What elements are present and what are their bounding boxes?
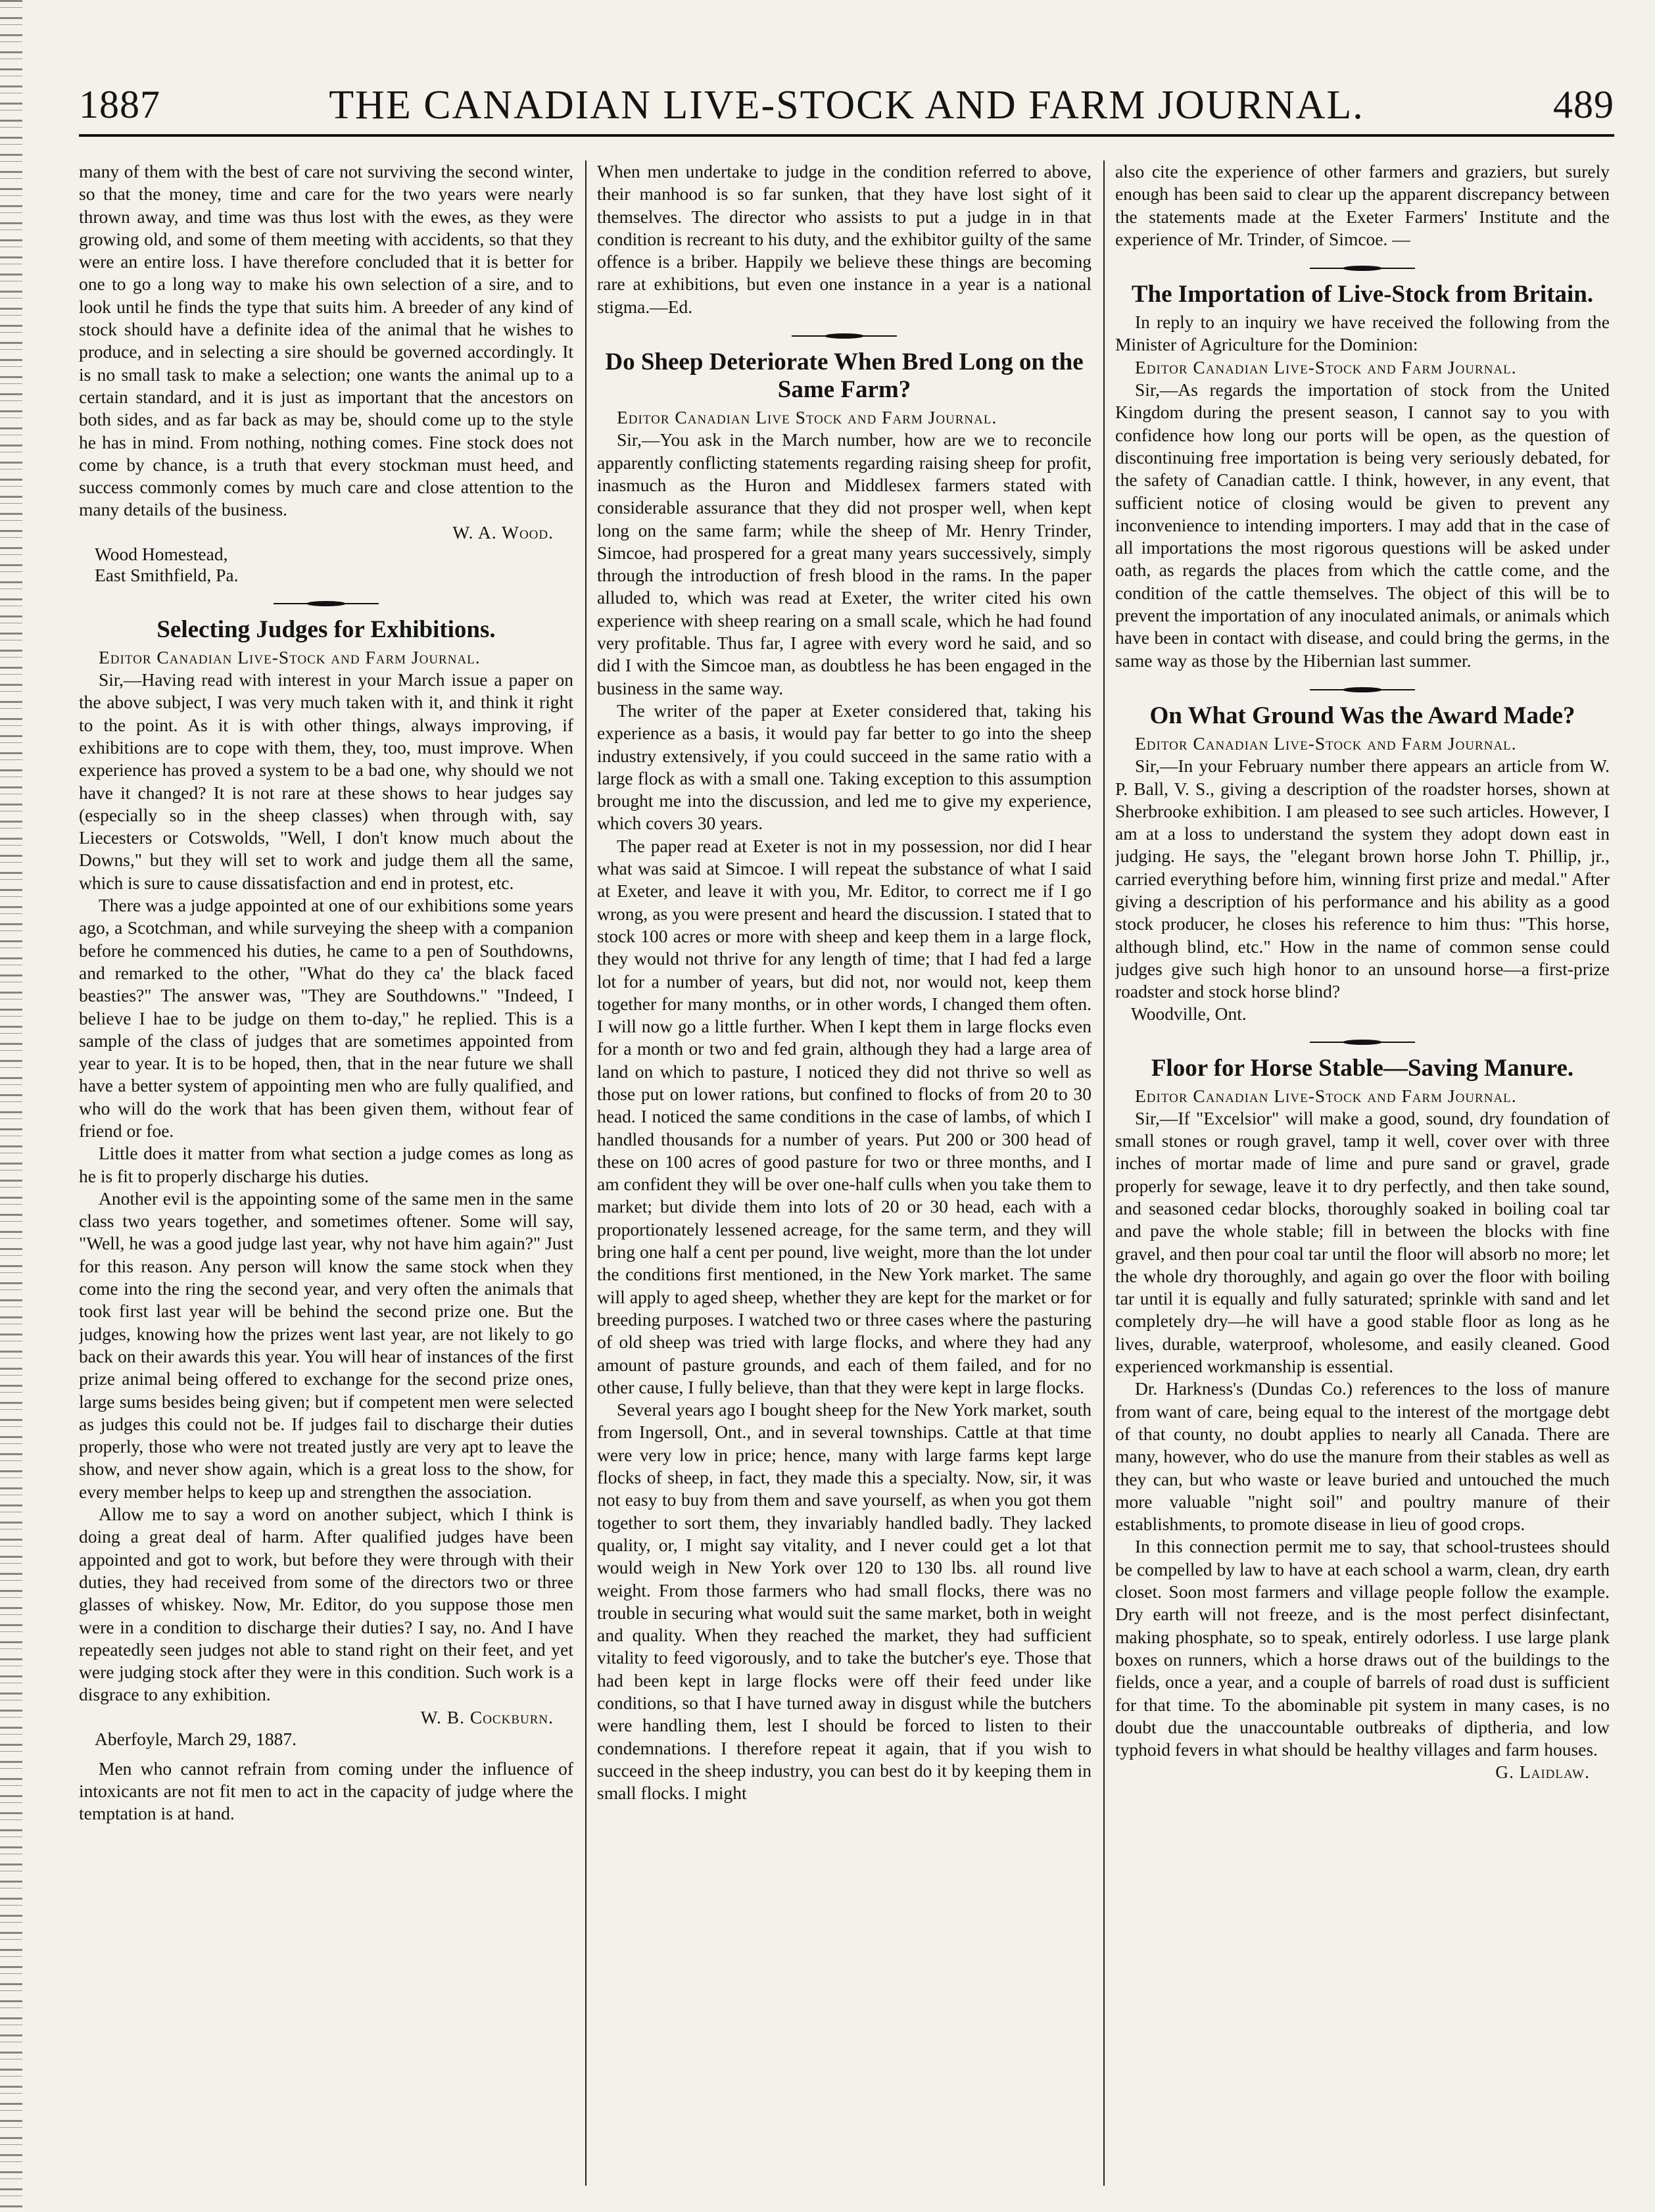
paragraph: also cite the experience of other farmers and graziers, but surely enough has been said to clear up the apparent discrepancy between the statements made at the Exeter Farmers' Institute and the experience of Mr. Trinder, of Simcoe. — <box>1115 161 1610 249</box>
paragraph: Sir,—If "Excelsior" will make a good, sound, dry foundation of small stones or rough gravel, tamp it well, cover over with three inches of mortar made of lime and pure sand or gravel, grade properly for sewage, leave it to dry perfectly, and then take sound, and seasoned cedar blocks, thoroughly soaked in boiling coal tar and pave the whole stable; fill in between the blocks with fine gravel, and then pour coal tar until the floor will absorb no more; let the whole dry thoroughly, and again go over the floor with boiling tar until it is equally and fully saturated; sprinkle with sand and let completely dry—he will have a good stable floor as long as he lives, durable, waterproof, wholesome, and easily cleaned. Good experienced workmanship is essential. <box>1115 1107 1610 1377</box>
paragraph: Sir,—As regards the importation of stock from the United Kingdom during the present season, I cannot say to you with confidence how long our ports will be open, as the question of discontinuing free importation is being very seriously debated, for the safety of Canadian cattle. I think, however, in any event, that sufficient notice of closing would be given to prevent any inconvenience to intending importers. I may add that in the case of all importations the most rigorous questions will be asked under oath, as regards the places from which the cattle come, and the condition of the cattle themselves. The object of this will be to prevent the importation of any inoculated animals, or animals which have been in contact with disease, and could bring the germs, in the same way as those by the Hibernian last summer. <box>1115 379 1610 671</box>
paragraph: many of them with the best of care not surviving the second winter, so that the money, time and care for the two years were nearly thrown away, and time was thus lost with the ewes, as they were growing old, and some of them meeting with accidents, so that they were an entire loss. I have therefore concluded that it is better for one to go a long way to make his own selection of a sire, and to look until he finds the type that suits him. A breeder of any kind of stock should have a definite idea of the animal that he wishes to produce, and in selecting a sire should be governed accordingly. It is no small task to make a selection; one wants the animal up to a certain standard, and it is just as important that the ancestors on both sides, and as far back as may be, should come up to the style he has in mind. From nothing, nothing comes. Fine stock does not come by chance, is a truth that every stockman must heed, and success commonly comes by much care and close attention to the many details of the business. <box>79 161 573 520</box>
paragraph: The paper read at Exeter is not in my possession, nor did I hear what was said at Simcoe. I will repeat the substance of what I said at Exeter, and leave it with you, Mr. Editor, to correct me if I go wrong, as you were present and heard the discussion. I stated that to stock 100 acres or more with sheep and keep them in a large flock, they would not thrive for any length of time; that I had fed a large lot for a number of years, but did not, nor would not, keep them together for many months, or in other words, I changed them often. I will now go a little further. When I kept them in large flocks even for a month or two and fed grain, although they had a large area of land on which to pasture, I noticed they did not thrive so well as those put on lower rations, but confined to flocks of from 20 to 30 head. I noticed the same conditions in the case of lambs, of which I handled thousands for a number of years. Put 200 or 300 head of these on 100 acres of good pasture for two or three months, and I am confident they will be over one-half culls when you take them to market; but divide them into lots of 20 or 30 head, each with a proportionately lessened acreage, for the same term, and they will bring one half a cent per pound, live weight, more than the lot under the conditions first mentioned, in the New York market. The same will apply to aged sheep, whether they are kept for the market or for breeding purposes. I watched two or three cases where the pasturing of old sheep was tried with large flocks, and where they had any amount of pasture grounds, and each of them failed, and for no other cause, I fully believe, than that they were kept in large flocks. <box>597 835 1091 1397</box>
paragraph: The writer of the paper at Exeter considered that, taking his experience as a basis, it would pay far better to go into the sheep industry extensively, if you could succeed in the same ratio with a large flock as with a small one. Taking exception to this assumption brought me into the discussion, and led me to give my experience, which covers 30 years. <box>597 700 1091 834</box>
column-3 <box>1115 160 1610 2186</box>
address-line: East Smithfield, Pa. <box>95 564 239 585</box>
headline-floor: Floor for Horse Stable—Saving Manure. <box>1151 1054 1574 1082</box>
paragraph: Several years ago I bought sheep for the New York market, south from Ingersoll, Ont., and in several townships. Cattle at that time were very low in price; hence, many with large farms kept large flocks of sheep, in fact, they made this a specialty. Now, sir, it was not easy to buy from them and save yourself, as when you got them together to sort them, they invariably handled badly. They lacked quality, or, I might say vitality, and I never could get a lot that would weigh in New York over 120 to 130 lbs. all round live weight. From those farmers who had small flocks, there was no trouble in securing what would suit the same market, both in weight and quality. When they reached the market, they had sufficient vitality to feed vigorously, and to take the butcher's eye. Those that had been kept in large flocks were off their feed under like conditions, so that I have turned away in disgust while the butchers were handling them, lest I should be forced to listen to their condemnations. I therefore repeat it again, that if you wish to succeed in the sheep industry, you can best do it by keeping them in small flocks. I might <box>597 1399 1091 1804</box>
columns <box>79 160 1614 2186</box>
paragraph-text: When men undertake to judge in the condition referred to above, their manhood is so far sunken, that they have lost sight of it themselves. The director who assists to put a judge in in that condition is recreant to his duty, and the exhibitor guilty of the same offence is a briber. Happily we believe these things are becoming rare at exhibitions, but even one instance in a year is a national stigma.— <box>597 161 1091 317</box>
paragraph: Sir,—Having read with interest in your March issue a paper on the above subject, I was very much taken with it, and think it right to the point. As it is with other things, always improving, if exhibitions are to cope with them, they, too, must improve. When experience has proved a system to be a bad one, why should we not have it changed? It is not rare at these shows to hear judges say (especially so in the sheep classes) when through with, say Liecesters or Cotswolds, "Well, I don't know much about the Downs," but they will set to work and judge them all the same, which is sure to cause dissatisfaction and end in protest, etc. <box>79 669 573 893</box>
paragraph: Sir,—You ask in the March number, how are we to reconcile apparently conflicting statements regarding raising sheep for profit, inasmuch as the Huron and Middlesex farmers stated with considerable assurance that they did not prosper well, when kept long on the same farm; while the sheep of Mr. Henry Trinder, Simcoe, had prospered for a great many years successively, simply through the introduction of fresh blood in the rams. In the paper alluded to, which was read at Exeter, the writer cited his own experience with sheep rearing on a small scale, which he had found very profitable. Thus far, I agree with every word he said, and so did I with the Simcoe man, as doubtless he has been engaged in the business in the same way. <box>597 429 1091 698</box>
paragraph: Dr. Harkness's (Dundas Co.) references to the loss of manure from want of care, being equal to the interest of the mortgage debt of that county, no doubt applies to nearly all Canada. There are many, however, who do use the manure from their stables as well as they can, but who waste or leave buried and untouched the much more valuable "night soil" and poultry manure of their establishments, to promote disease in lieu of good crops. <box>1115 1378 1610 1535</box>
editor-line: Editor Canadian Live-Stock and Farm Journal. <box>1135 1085 1517 1106</box>
paragraph: Little does it matter from what section a judge comes as long as he is fit to properly discharge his duties. <box>79 1143 573 1186</box>
column-rule <box>1103 160 1105 2186</box>
editor-initials: Ed. <box>667 296 693 317</box>
column-2 <box>597 160 1091 2186</box>
signature: W. B. Cockburn. <box>420 1706 554 1727</box>
headline-sheep: Do Sheep Deteriorate When Bred Long on the Same Farm? <box>605 349 1084 404</box>
paragraph <box>597 160 1091 318</box>
editor-line: Editor Canadian Live-Stock and Farm Journal. <box>1135 733 1517 754</box>
paragraph: In reply to an inquiry we have received the following from the Minister of Agriculture for the Dominion: <box>1115 312 1610 355</box>
headline-award: On What Ground Was the Award Made? <box>1149 702 1575 729</box>
address-line: Wood Homestead, <box>95 543 228 564</box>
page-number: 489 <box>1553 83 1614 126</box>
paragraph: Sir,—In your February number there appears an article from W. P. Ball, V. S., giving a description of the roadster horses, shown at Sherbrooke exhibition. I am pleased to see such articles. However, I am at a loss to understand the system they adopt down east in judging. He says, the "elegant brown horse John T. Phillip, jr., carried everything before him, winning first prize and medal." After giving a description of his performance and his ability as a good stock producer, he closes his reference to him thus: "This horse, although blind, etc." How in the name of common sense could judges give such high honor to an unsound horse—a first-prize roadster and stock horse blind? <box>1115 756 1610 1002</box>
headline-importation: The Importation of Live-Stock from Britain. <box>1131 281 1594 308</box>
signature: W. A. Wood. <box>452 521 554 542</box>
section-ornament <box>1310 686 1415 693</box>
editor-line: Editor Canadian Live-Stock and Farm Journal. <box>1135 356 1517 377</box>
journal-title: THE CANADIAN LIVE-STOCK AND FARM JOURNAL. <box>329 83 1364 128</box>
headline-selecting-judges: Selecting Judges for Exhibitions. <box>156 615 496 643</box>
column-rule <box>585 160 587 2186</box>
editor-line: Editor Canadian Live Stock and Farm Journal. <box>617 407 997 428</box>
masthead <box>79 78 1614 137</box>
paragraph: There was a judge appointed at one of our exhibitions some years ago, a Scotchman, and while surveying the sheep with a companion before he commenced his duties, he came to a pen of Southdowns, and remarked to the other, "What do they ca' the black faced beasties?" The answer was, "They are Southdowns." "Indeed, I believe I hae to be judge on them to-day," he replied. This is a sample of the class of judges that are sometimes appointed from year to year. It is to be hoped, then, that in the near future we shall have a better system of appointing men who are fully qualified, and who will do the work that has been given them, without fear of friend or foe. <box>79 895 573 1141</box>
column-1 <box>79 160 573 2186</box>
section-ornament <box>1310 265 1415 272</box>
place-date: Aberfoyle, March 29, 1887. <box>95 1728 297 1749</box>
signature: G. Laidlaw. <box>1495 1762 1590 1783</box>
year: 1887 <box>79 83 160 126</box>
paragraph: Men who cannot refrain from coming under the influence of intoxicants are not fit men to act in the capacity of judge where the temptation is at hand. <box>79 1758 573 1824</box>
place-line: Woodville, Ont. <box>1131 1003 1247 1024</box>
section-ornament <box>792 333 897 339</box>
section-ornament <box>274 600 379 607</box>
paragraph: Allow me to say a word on another subject, which I think is doing a great deal of harm. After qualified judges have been appointed and got to work, but before they were through with their duties, they had received from some of the directors two or three glasses of whiskey. Now, Mr. Editor, do you suppose those men were in a condition to discharge their duties? I say, no. And I have repeatedly seen judges not able to stand right on their feet, and yet were judging stock after they were in this condition. Such work is a disgrace to any exhibition. <box>79 1504 573 1705</box>
editor-line: Editor Canadian Live-Stock and Farm Journal. <box>99 646 481 667</box>
paragraph: Another evil is the appointing some of the same men in the same class two years together, and sometimes oftener. Some will say, "Well, he was a good judge last year, why not have him again?" Just for this reason. Any person will know the same stock when they come into the ring the second year, and very often the animals that took first last year will be behind the second prize one. But the judges, knowing how the prizes went last year, are not likely to go back on their awards this year. You will hear of instances of the first prize animal being offered to exchange for the second prize ones, large sums besides being given; but if competent men were selected as judges this could not be. If judges fail to discharge their duties properly, those who were not treated justly are very apt to leave the show, and never show again, which is a great loss to the show, for every member helps to keep up and strengthen the association. <box>79 1188 573 1502</box>
page-edge-scan-artifact <box>0 0 22 2212</box>
journal-page <box>79 78 1614 1824</box>
paragraph: In this connection permit me to say, that school-trustees should be compelled by law to have at each school a warm, clean, dry earth closet. Soon most farmers and village people follow the example. Dry earth will not freeze, and is the most perfect disinfectant, making phosphate, so to speak, entirely odorless. I use large plank boxes on runners, which a horse draws out of the buildings to the fields, once a year, and a couple of barrels of road dust is sufficient for that time. To the abominable pit system in many cases, is no doubt due the unaccountable outbreaks of diptheria, and low typhoid fevers in what should be healthy villages and farm houses. <box>1115 1536 1610 1760</box>
section-ornament <box>1310 1039 1415 1046</box>
